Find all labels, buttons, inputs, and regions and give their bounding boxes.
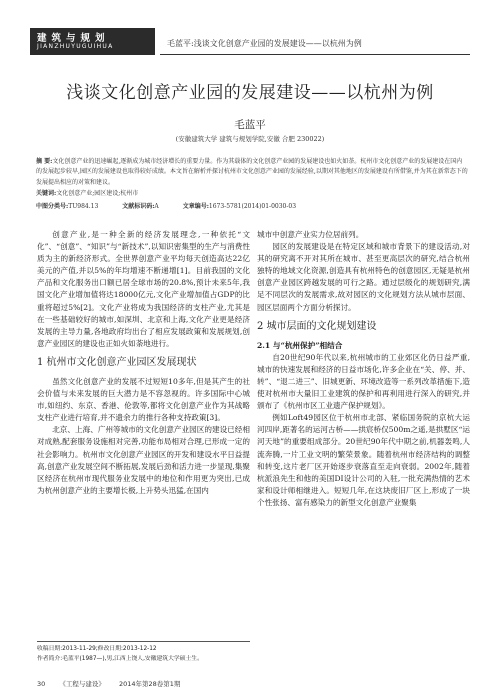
journal-name: 《工程与建设》	[59, 680, 105, 688]
section1-paragraph-3: 园区的发展建设是在特定区域和城市背景下的建设活动,对其的研究离不开对其所在城市、甚至更高层次的研究,结合杭州独特的地域文化资源,创造具有杭州特色的创意园区,无疑是杭州创意产业园区跨越发展的可行之路。通过层级化的规划研究,满足不同层次的发展需求,故对园区的文化规划方法从城市层面、园区层面两个方面分析探讨。	[257, 242, 470, 312]
section-heading-2: 2 城市层面的文化规划建设	[257, 320, 377, 332]
subsection-heading-2-1: 2.1 与“杭州保护”相结合	[257, 340, 343, 350]
intro-paragraph: 创意产业,是一种全新的经济发展理念,一种依托“文化”、“创意”、“知识”与“新技术”,以知识密集型的生产与消费性质为主的新经济形式。全世界创意产业平均每天创造高达22亿美元的产值,并以5%的年均增速不断递增[1]。目前我国的文化产品和文化服务出口额已居全球市场的20.8%,预计未来5年,我国文化产业增加值将达18000亿元,文化产业增加值占GDP的比重将超过5%[2]。文化产业将成为我国经济的支柱产业,尤其是在一些基础较好的城市,如深圳、北京和上海,文化产业更是经济发展的主导力量,各地政府均出台了相应发展政策和发展规划,创意产业园区的建设也正如火如荼地进行。	[37, 230, 250, 348]
running-title: 毛蓝平:浅谈文化创意产业园的发展建设——以杭州为例	[167, 39, 362, 48]
column-badge	[30, 28, 155, 55]
clc-value: TU984.13	[68, 203, 99, 210]
abstract-text: 文化创意产业的迅速崛起,逐渐成为城市经济增长的重要力量。作为其载体的文化创意产业园的发展建设也如火如荼。杭州市文化创意产业的发展建设在国内的发展起步较早,园区的发展建设也取得较好成绩。本文旨在解析并探讨杭州市文化创意产业园的发展经验,以期对其他地区的发展建设有所借鉴,并为其在新常态下的发展提出相应的对策和建议。	[36, 158, 468, 186]
doc-code-value: A	[154, 203, 159, 210]
doc-code-label: 文献标识码:	[122, 203, 155, 210]
keywords-label: 关键词:	[36, 190, 57, 197]
article-author: 毛蓝平	[234, 119, 266, 131]
abstract	[36, 157, 468, 188]
article-no-value: 1673-5781(2014)01-0030-03	[208, 203, 297, 210]
section1-paragraph-1: 虽然文化创意产业的发展不过短短10多年,但是其产生的社会价值与未来发展的巨大潜力是不容忽视的。许多国际中心城市,如纽约、东京、香港、伦敦等,都将文化创意产业作为其战略支柱产业进行培育,并不遗余力的推行各种支持政策[3]。	[37, 376, 250, 423]
journal-issue: 2014年第28卷第1期	[118, 680, 181, 688]
section1-paragraph-2-cont: 城市中创意产业实力位居前列。	[257, 230, 364, 239]
page-folio	[37, 679, 180, 688]
section2-paragraph-1: 自20世纪90年代以来,杭州城市的工业郊区化仍日益严重,城市的快速发展和经济的日益市场化,许多企业在“关、停、并、转”、“退二进三”、旧城更新、环境改造等一系列改革措施下,造使对杭州市大量旧工业建筑的保护和再利用进行深入的研究,并颁布了《杭州市区工业遗产保护规划》。	[257, 352, 470, 411]
abstract-label: 摘 要:	[36, 158, 53, 165]
left-column	[37, 229, 250, 497]
header-rule	[160, 54, 470, 55]
page-number: 30	[37, 680, 46, 688]
footnote-received: 收稿日期:2013-11-29;修改日期:2013-12-12	[37, 646, 157, 652]
page-header	[30, 28, 470, 55]
section1-paragraph-2: 北京、上海、广州等城市的文化创意产业园区的建设已经相对成熟,配套服务设施相对完善,功能布局相对合理,已形成一定的社会影响力。杭州市文化创意产业园区的开发和建设水平日益提高,创意产业发展空间不断拓展,发展后劲和活力进一步显现,集聚区经济在杭州市现代服务业发展中的地位和作用更为突出,已成为杭州创意产业的主要增长极,上升势头迅猛,在国内	[37, 425, 250, 495]
author-affiliation: (安徽建筑大学 建筑与规划学院,安徽 合肥 230022)	[175, 135, 325, 143]
right-column	[257, 229, 470, 509]
section-heading-1: 1 杭州市文化创意产业园区发展现状	[37, 356, 197, 368]
clc-label: 中图分类号:	[36, 203, 69, 210]
clc-field	[36, 203, 98, 210]
column-name-cn: 建筑与规划	[37, 33, 110, 44]
article-no-label: 文章编号:	[182, 203, 209, 210]
article-no-field	[183, 203, 296, 210]
column-name-pinyin: JIANZHUYUGUIHUA	[37, 43, 114, 50]
footnote	[37, 641, 250, 664]
section2-paragraph-2: 例如Loft49园区位于杭州市北部、紧临国务院的京杭大运河四岸,距著名的运河古桥——拱宸桥仅500m之遥,是拱墅区“运河天地”的重要组成部分。20世纪90年代中期之前,机器轰鸣,人流奔腾,一片工业文明的繁荣景象。随着杭州市经济结构的调整和转变,这片老厂区开始逐步衰落直至走向衰弱。2002年,随着杭派浪先生和他的美国DI设计公司的入驻,一批充满热情的艺术家和设计师相继进入。短短几年,在这块废旧厂区上,形成了一块个性张扬、富有感染力的新型文化创意产业聚集	[257, 413, 470, 507]
article-title: 浅谈文化创意产业园的发展建设——以杭州为例	[66, 83, 434, 103]
doc-code-field	[122, 203, 159, 210]
footnote-author-bio: 作者简介:毛蓝平(1987—),男,江西上饶人,安徽建筑大学硕士生。	[37, 656, 203, 662]
classification-line	[36, 202, 468, 212]
keywords	[36, 189, 468, 199]
keywords-text: 文化创意产业;园区建设;杭州市	[56, 190, 139, 197]
